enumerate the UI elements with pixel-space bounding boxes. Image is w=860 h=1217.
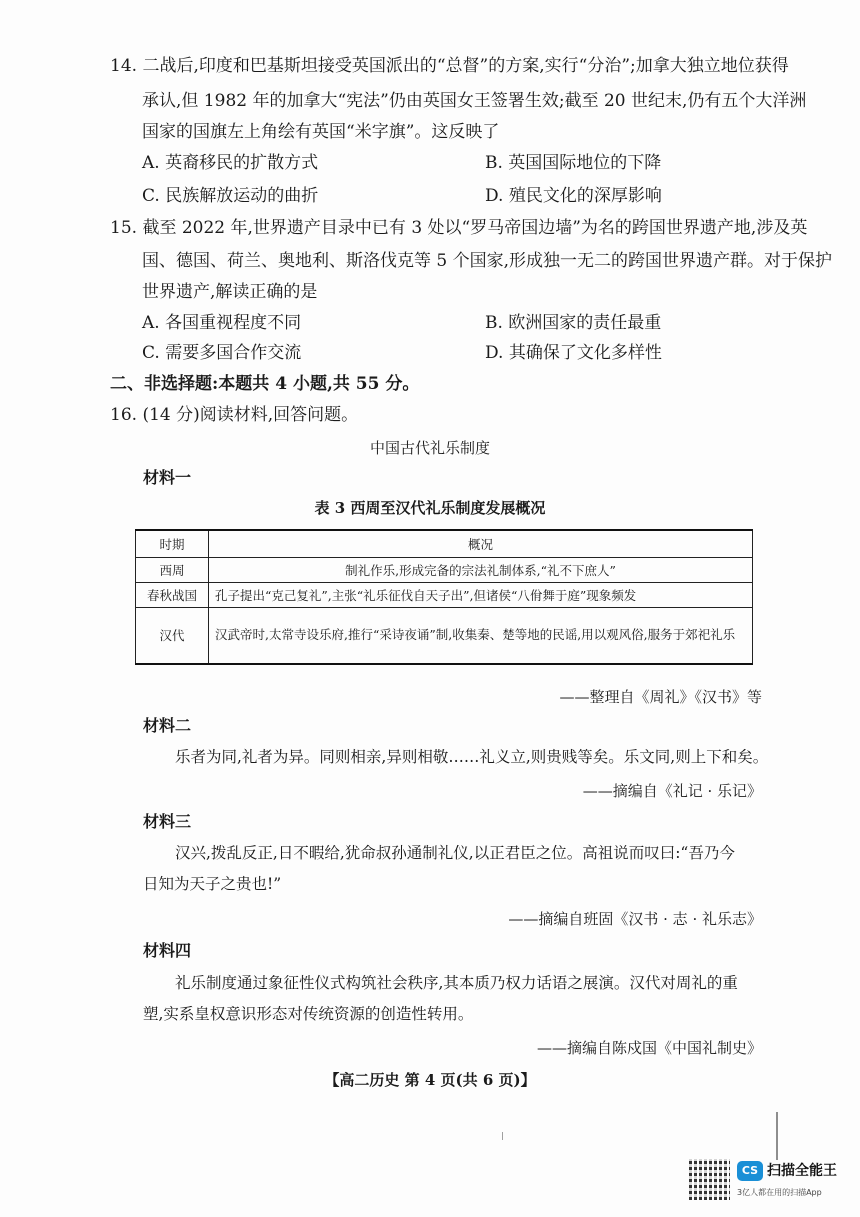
table-3 [135,529,753,665]
table-cell-period: 春秋战国 [136,583,209,608]
material-4-label: 材料四 [143,941,192,960]
scanner-tagline: 3亿人都在用的扫描App [737,1188,822,1197]
material-4-source: ——摘编自陈戍国《中国礼制史》 [536,1039,762,1057]
q14-line-3: 国家的国旗左上角绘有英国“米字旗”。这反映了 [142,122,500,142]
material-2-source: ——摘编自《礼记 · 乐记》 [582,782,762,800]
table-row [136,558,753,583]
q14-option-a: A. 英裔移民的扩散方式 [142,153,319,173]
table-cell-overview: 孔子提出“克己复礼”,主张“礼乐征伐自天子出”,但诸侯“八佾舞于庭”现象频发 [209,583,753,608]
table-cell-period: 西周 [136,558,209,583]
material-2-label: 材料二 [143,716,192,735]
q15-line-1: 15. 截至 2022 年,世界遗产目录中已有 3 处以“罗马帝国边墙”为名的跨国世界遗产地,涉及英 [110,218,808,238]
q14-line-1: 14. 二战后,印度和巴基斯坦接受英国派出的“总督”的方案,实行“分治”;加拿大独立地位获得 [110,56,789,76]
table-header-overview: 概况 [209,530,753,558]
scanner-logo-icon: CS [737,1161,763,1181]
scan-mark [502,1132,503,1140]
q14-option-b: B. 英国国际地位的下降 [485,153,662,173]
qr-code-pattern [689,1159,730,1200]
table-cell-period: 汉代 [136,608,209,664]
section-heading: 二、非选择题:本题共 4 小题,共 55 分。 [110,374,420,394]
q15-option-b: B. 欧洲国家的责任最重 [485,313,662,333]
q15-option-a: A. 各国重视程度不同 [142,313,302,333]
q15-option-c: C. 需要多国合作交流 [142,343,302,363]
table-cell-overview: 汉武帝时,太常寺设乐府,推行“采诗夜诵”制,收集秦、楚等地的民谣,用以观风俗,服务于郊祀礼乐 [209,608,753,664]
material-3-source: ——摘编自班固《汉书 · 志 · 礼乐志》 [508,910,762,928]
q15-line-3: 世界遗产,解读正确的是 [142,282,318,302]
scanner-app-name: 扫描全能王 [767,1163,837,1179]
material-3-line-1: 汉兴,拨乱反正,日不暇给,犹命叔孙通制礼仪,以正君臣之位。高祖说而叹曰:“吾乃今 [175,844,735,862]
q14-option-d: D. 殖民文化的深厚影响 [485,186,662,206]
material-4-line-2: 塑,实系皇权意识形态对传统资源的创造性转用。 [143,1005,474,1023]
q15-line-2: 国、德国、荷兰、奥地利、斯洛伐克等 5 个国家,形成独一无二的跨国世界遗产群。对于保护 [142,251,833,271]
table-row [136,608,753,664]
table-header-period: 时期 [136,530,209,558]
table-title: 表 3 西周至汉代礼乐制度发展概况 [314,499,546,517]
material-3-label: 材料三 [143,812,192,831]
material-2-text: 乐者为同,礼者为异。同则相亲,异则相敬……礼义立,则贵贱等矣。乐文同,则上下和矣。 [175,748,769,766]
material-1-label: 材料一 [143,468,192,487]
scan-mark [776,1112,778,1160]
q14-line-2: 承认,但 1982 年的加拿大“宪法”仍由英国女王签署生效;截至 20 世纪末,仍有五个大洋洲 [142,91,807,111]
material-1-source: ——整理自《周礼》《汉书》等 [559,688,762,706]
material-4-line-1: 礼乐制度通过象征性仪式构筑社会秩序,其本质乃权力话语之展演。汉代对周礼的重 [175,974,738,992]
table-cell-overview: 制礼作乐,形成完备的宗法礼制体系,“礼不下庶人” [209,558,753,583]
q14-option-c: C. 民族解放运动的曲折 [142,186,319,206]
material-3-line-2: 日知为天子之贵也!” [143,875,282,893]
q16-stem: 16. (14 分)阅读材料,回答问题。 [110,405,359,425]
q15-option-d: D. 其确保了文化多样性 [485,343,662,363]
q16-topic-title: 中国古代礼乐制度 [369,439,490,457]
table-row [136,583,753,608]
page-footer: 【高二历史 第 4 页(共 6 页)】 [324,1071,536,1089]
